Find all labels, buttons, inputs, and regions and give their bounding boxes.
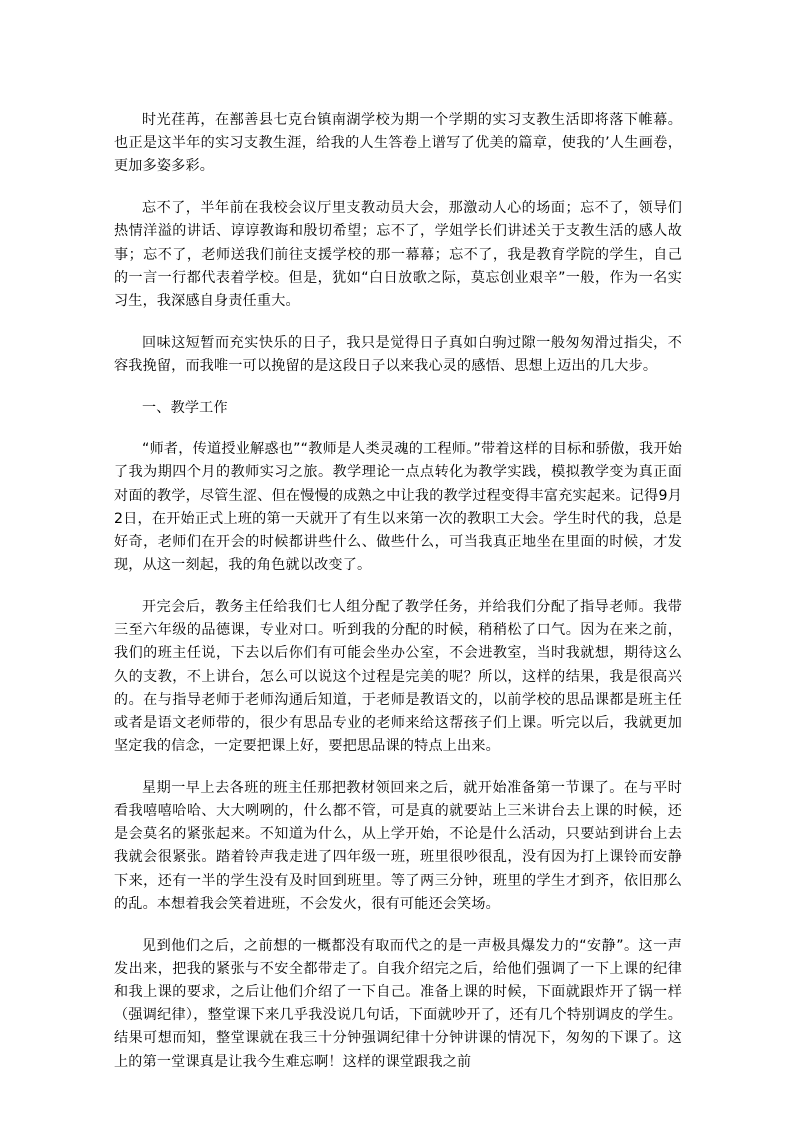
paragraph-teaching-start: “师者，传道授业解惑也”“教师是人类灵魂的工程师。”带着这样的目标和骄傲，我开始了我为期四个月的教师实习之旅。教学理论一点点转化为教学实践，模拟教学变为真正面对面的教学，尽管生涩、但在慢慢的成熟之中让我的教学过程变得丰富充实起来。记得9月2日，在开始正式上班的第一天就开了有生以来第一次的教职工大会。学生时代的我，总是好奇，老师们在开会的时候都讲些什么、做些什么，可当我真正地坐在里面的时候，才发现，从这一刻起，我的角色就以改变了。 [114,441,682,574]
paragraph-unforgettable: 忘不了，半年前在我校会议厅里支教动员大会，那激动人心的场面；忘不了，领导们热情洋溢的讲话、谆谆教诲和殷切希望；忘不了，学姐学长们讲述关于支教生活的感人故事；忘不了，老师送我们前往支援学校的那一幕幕；忘不了，我是教育学院的学生，自己的一言一行都代表着学校。但是，犹如“白日放歌之际，莫忘创业艰辛”一般，作为一名实习生，我深感自身责任重大。 [114,200,682,309]
paragraph-first-class: 见到他们之后，之前想的一概都没有取而代之的是一声极具爆发力的“安静”。这一声发出来，把我的紧张与不安全都带走了。自我介绍完之后，给他们强调了一下上课的纪律和我上课的要求，之后让他们介绍了一下自己。准备上课的时候，下面就跟炸开了锅一样（强调纪律），整堂课下来几乎我没说几句话，下面就吵开了，还有几个特别调皮的学生。结果可想而知，整堂课就在我三十分钟强调纪律十分钟讲课的情况下，匆匆的下课了。这上的第一堂课真是让我今生难忘啊！这样的课堂跟我之前 [114,937,682,1070]
document-body [114,109,682,1092]
paragraph-reflection: 回味这短暂而充实快乐的日子，我只是觉得日子真如白驹过隙一般匆匆滑过指尖，不容我挽留，而我唯一可以挽留的是这段日子以来我心灵的感悟、思想上迈出的几大步。 [114,334,682,374]
paragraph-intro: 时光荏苒，在鄯善县七克台镇南湖学校为期一个学期的实习支教生活即将落下帷幕。也正是这半年的实习支教生涯，给我的人生答卷上谱写了优美的篇章，使我的’人生画卷，更加多姿多彩。 [114,112,682,175]
section-heading: 一、教学工作 [142,399,228,416]
paragraph-first-class-prep: 星期一早上去各班的班主任那把教材领回来之后，就开始准备第一节课了。在与平时看我嘻嘻哈哈、大大咧咧的，什么都不管，可是真的就要站上三米讲台去上课的时候，还是会莫名的紧张起来。不知道为什么，从上学开始，不论是什么活动，只要站到讲台上去我就会很紧张。踏着铃声我走进了四年级一班，班里很吵很乱，没有因为打上课铃而安静下来，还有一半的学生没有及时回到班里。等了两三分钟，班里的学生才到齐，依旧那么的乱。本想着我会笑着进班，不会发火，很有可能还会笑场。 [114,779,682,912]
paragraph-assignment: 开完会后，教务主任给我们七人组分配了教学任务，并给我们分配了指导老师。我带三至六年级的品德课，专业对口。听到我的分配的时候，稍稍松了口气。因为在来之前，我们的班主任说，下去以后你们有可能会坐办公室，不会进教室，当时我就想，期待这么久的支教，不上讲台，怎么可以说这个过程是完美的呢？所以，这样的结果，我是很高兴的。在与指导老师于老师沟通后知道，于老师是教语文的，以前学校的思品课都是班主任或者是语文老师带的，很少有思品专业的老师来给这帮孩子们上课。听完以后，我就更加坚定我的信念，一定要把课上好，要把思品课的特点上出来。 [114,598,682,755]
